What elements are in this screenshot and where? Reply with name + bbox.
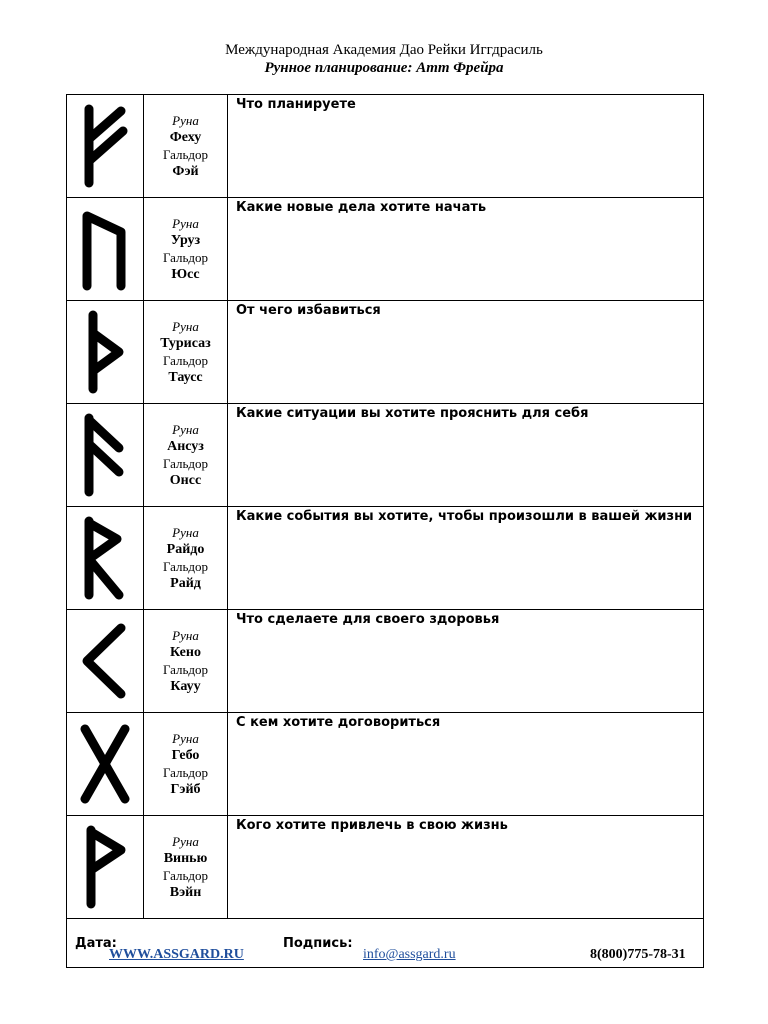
galdor-label: Гальдор — [162, 662, 209, 677]
question-label: Что планируете — [236, 97, 356, 112]
galdor-label: Гальдор — [162, 868, 209, 883]
galdor-label: Гальдор — [162, 456, 209, 471]
table-row — [67, 610, 704, 713]
galdor-name: Фэй — [172, 164, 199, 179]
answer-field[interactable] — [228, 95, 704, 198]
rune-name-cell — [144, 610, 228, 713]
glyph-cell — [67, 95, 144, 198]
signature-label: Подпись: — [283, 936, 353, 951]
rune-name-cell — [144, 404, 228, 507]
glyph-cell — [67, 816, 144, 919]
table-row — [67, 198, 704, 301]
glyph-cell — [67, 301, 144, 404]
thurisaz-rune-icon — [75, 309, 135, 395]
date-label: Дата: — [75, 936, 117, 951]
rune-label: Руна — [172, 731, 199, 746]
galdor-label: Гальдор — [162, 559, 209, 574]
answer-field[interactable] — [228, 198, 704, 301]
answer-field[interactable] — [228, 816, 704, 919]
academy-name: Международная Академия Дао Рейки Иггдрасиль — [225, 42, 543, 58]
answer-field[interactable] — [228, 610, 704, 713]
glyph-cell — [67, 404, 144, 507]
table-row — [67, 713, 704, 816]
galdor-name: Кауу — [170, 679, 201, 694]
table-row — [67, 816, 704, 919]
rune-name: Уруз — [170, 233, 201, 248]
glyph-cell — [67, 713, 144, 816]
rune-label: Руна — [172, 319, 199, 334]
question-label: От чего избавиться — [236, 303, 381, 318]
rune-label: Руна — [172, 525, 199, 540]
galdor-name: Райд — [170, 576, 201, 591]
rune-label: Руна — [172, 216, 199, 231]
glyph-cell — [67, 198, 144, 301]
question-label: Кого хотите привлечь в свою жизнь — [236, 818, 508, 833]
answer-field[interactable] — [228, 404, 704, 507]
gebo-rune-icon — [75, 721, 135, 807]
answer-field[interactable] — [228, 713, 704, 816]
email-link[interactable]: info@assgard.ru — [363, 947, 456, 962]
galdor-name: Таусс — [168, 370, 203, 385]
table-row — [67, 507, 704, 610]
question-label: Что сделаете для своего здоровья — [236, 612, 500, 627]
rune-label: Руна — [172, 834, 199, 849]
question-label: Какие события вы хотите, чтобы произошли в вашей жизни — [236, 509, 693, 524]
fehu-rune-icon — [75, 103, 135, 189]
galdor-label: Гальдор — [162, 147, 209, 162]
raido-rune-icon — [75, 515, 135, 601]
wunjo-rune-icon — [75, 824, 135, 910]
rune-name-cell — [144, 198, 228, 301]
galdor-label: Гальдор — [162, 353, 209, 368]
rune-name-cell — [144, 816, 228, 919]
glyph-cell — [67, 610, 144, 713]
rune-planning-table — [66, 94, 704, 968]
answer-field[interactable] — [228, 301, 704, 404]
rune-name-cell — [144, 713, 228, 816]
rune-label: Руна — [172, 113, 199, 128]
question-label: Какие новые дела хотите начать — [236, 200, 487, 215]
galdor-label: Гальдор — [162, 250, 209, 265]
question-label: Какие ситуации вы хотите прояснить для себя — [236, 406, 589, 421]
phone-number: 8(800)775-78-31 — [590, 947, 686, 962]
uruz-rune-icon — [75, 206, 135, 292]
kenaz-rune-icon — [75, 618, 135, 704]
galdor-label: Гальдор — [162, 765, 209, 780]
rune-name: Райдо — [166, 542, 205, 557]
galdor-name: Онсс — [169, 473, 202, 488]
table-row — [67, 301, 704, 404]
rune-name: Гебо — [171, 748, 200, 763]
answer-field[interactable] — [228, 507, 704, 610]
ansuz-rune-icon — [75, 412, 135, 498]
website-link[interactable]: WWW.ASSGARD.RU — [109, 947, 244, 962]
galdor-name: Юсс — [171, 267, 200, 282]
galdor-name: Вэйн — [169, 885, 202, 900]
glyph-cell — [67, 507, 144, 610]
question-label: С кем хотите договориться — [236, 715, 441, 730]
rune-name: Кено — [170, 645, 201, 660]
rune-name-cell — [144, 507, 228, 610]
rune-label: Руна — [172, 628, 199, 643]
rune-name: Ансуз — [167, 439, 204, 454]
page-title: Рунное планирование: Атт Фрейра — [264, 60, 504, 76]
rune-label: Руна — [172, 422, 199, 437]
table-row — [67, 404, 704, 507]
rune-name-cell — [144, 95, 228, 198]
rune-name-cell — [144, 301, 228, 404]
rune-name: Винью — [163, 851, 208, 866]
rune-name: Феху — [169, 130, 202, 145]
galdor-name: Гэйб — [170, 782, 201, 797]
rune-name: Турисаз — [160, 336, 211, 351]
table-row — [67, 95, 704, 198]
